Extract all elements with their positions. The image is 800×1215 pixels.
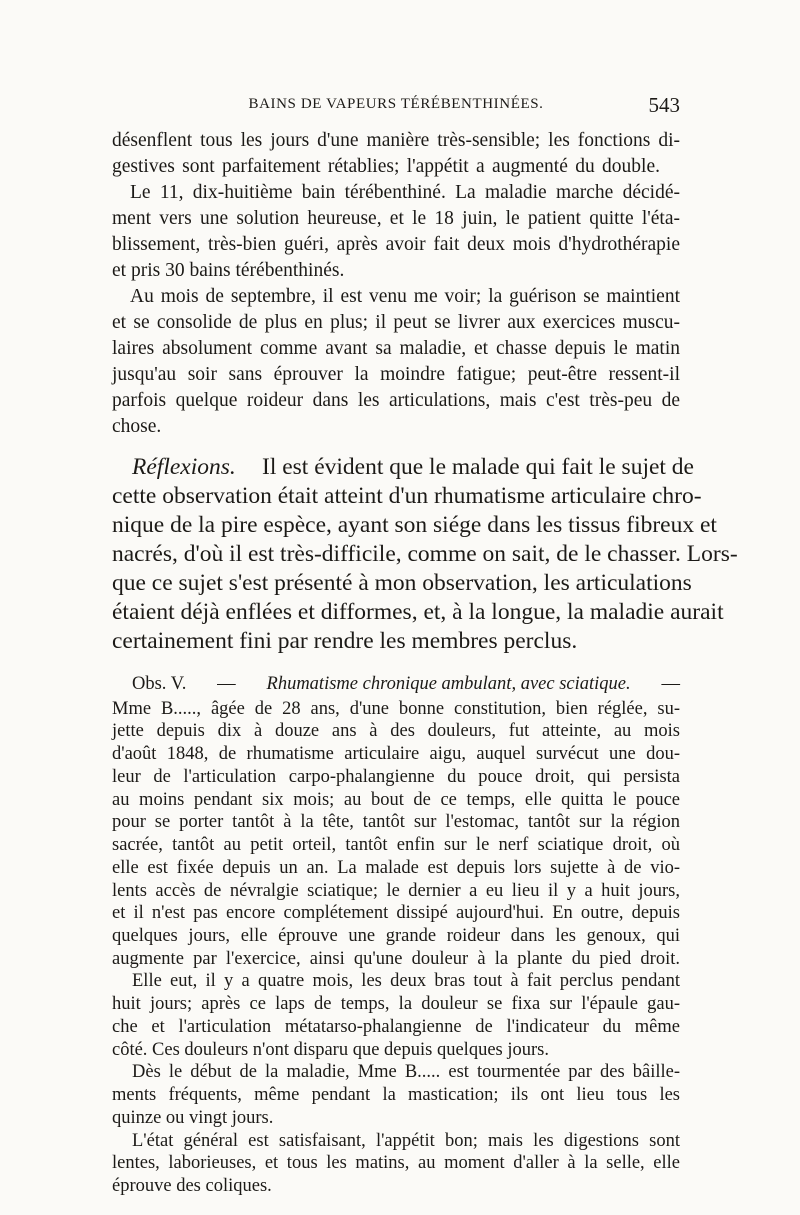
running-title: BAINS DE VAPEURS TÉRÉBENTHINÉES. [248,96,544,112]
text-line: augmente par l'exercice, ainsi qu'une douleur à la plante du pied droit. [112,948,680,969]
text-line: quinze ou vingt jours. [112,1107,274,1128]
dash: — [217,674,236,694]
text-line: L'état général est satisfaisant, l'appétit bon; mais les digestions sont [132,1130,680,1151]
text-line: nique de la pire espèce, ayant son siége dans les tissus fibreux et [112,512,717,538]
observation-label: Obs. V. [132,674,187,694]
text-line: désenflent tous les jours d'une manière très-sensible; les fonctions di- [112,130,680,151]
text-line: pour se porter tantôt à la tête, tantôt sur l'estomac, tantôt sur la région [112,812,680,833]
text-line: lents accès de névralgie sciatique; le dernier a eu lieu il y a huit jours, [112,880,680,901]
text-line: côté. Ces douleurs n'ont disparu que depuis quelques jours. [112,1039,549,1060]
text-line: éprouve des coliques. [112,1176,272,1196]
text-line: Elle eut, il y a quatre mois, les deux bras tout à fait perclus pendant [132,971,680,992]
page-header [112,93,680,126]
text-line: leur de l'articulation carpo-phalangienne du pouce droit, qui persista [112,766,680,787]
reflexions-first-text: Il est évident que le malade qui fait le sujet de [262,454,694,480]
text-line: chose. [112,416,162,437]
observation-title: Rhumatisme chronique ambulant, avec sciatique. [266,674,631,694]
reflexions-heading: Réflexions. [132,454,236,480]
text-line: et se consolide de plus en plus; il peut se livrer aux exercices muscu- [112,312,680,333]
text-line: gestives sont parfaitement rétablies; l'appétit a augmenté du double. [112,156,660,177]
text-line: au moins pendant six mois; au bout de ce temps, elle quitta le pouce [112,789,680,810]
text-line: laires absolument comme avant sa maladie, et chasse depuis le matin [112,338,680,359]
text-line: elle est fixée depuis un an. La malade est depuis lors sujette à de vio- [112,857,680,878]
text-line: et il n'est pas encore complétement dissipé aujourd'hui. En outre, depuis [112,903,680,924]
text-line: et pris 30 bains térébenthinés. [112,260,345,281]
text-line: jusqu'au soir sans éprouver la moindre fatigue; peut-être ressent-il [112,364,680,385]
text-line: jette depuis dix à douze ans à des douleurs, fut atteinte, au mois [112,721,680,742]
text-line: Au mois de septembre, il est venu me voir; la guérison se maintient [130,286,680,307]
text-line: quelques jours, elle éprouve une grande roideur dans les genoux, qui [112,926,680,946]
text-line: d'août 1848, de rhumatisme articulaire aigu, auquel survécut une dou- [112,744,680,765]
text-line: sacrée, tantôt au petit orteil, tantôt enfin sur le nerf sciatique droit, où [112,835,680,856]
text-line: Dès le début de la maladie, Mme B..... est tourmentée par des bâille- [132,1062,680,1083]
text-line: blissement, très-bien guéri, après avoir fait deux mois d'hydrothérapie [112,234,680,255]
text-line: lentes, laborieuses, et tous les matins, au moment d'aller à la selle, elle [112,1153,680,1174]
text-line: huit jours; après ce laps de temps, la douleur se fixa sur l'épaule gau- [112,994,680,1015]
text-line: parfois quelque roideur dans les articulations, mais c'est très-peu de [112,390,680,411]
text-line: cette observation était atteint d'un rhumatisme articulaire chro- [112,483,702,509]
reflexions-first-line [132,454,694,481]
text-line: ment vers une solution heureuse, et le 18 juin, le patient quitte l'éta- [112,208,680,229]
text-line: certainement fini par rendre les membres perclus. [112,628,578,654]
text-line: nacrés, d'où il est très-difficile, comme on sait, de le chasser. Lors- [112,541,738,567]
page-number: 543 [648,93,680,117]
text-line: che et l'articulation métatarso-phalangienne de l'indicateur du même [112,1016,680,1037]
text-line: ments fréquents, même pendant la mastication; ils ont lieu tous les [112,1085,680,1106]
text-line: Mme B....., âgée de 28 ans, d'une bonne constitution, bien réglée, su- [112,698,680,719]
dash: — [661,674,680,694]
text-line: Le 11, dix-huitième bain térébenthiné. La maladie marche décidé- [130,182,680,203]
observation-title-line [132,674,680,695]
text-line: que ce sujet s'est présenté à mon observation, les articulations [112,570,692,596]
text-line: étaient déjà enflées et difformes, et, à la longue, la maladie aurait [112,599,724,625]
